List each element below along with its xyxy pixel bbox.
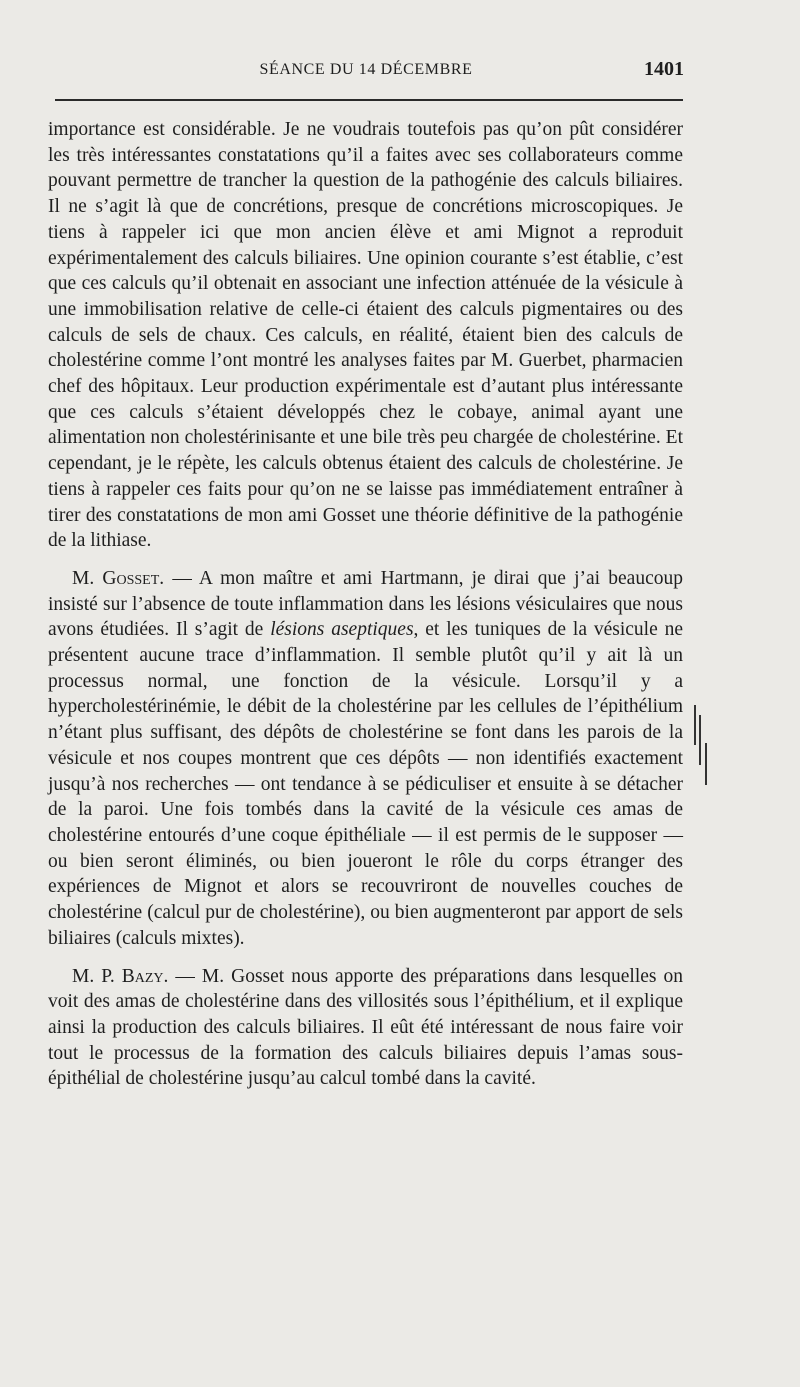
page-header xyxy=(48,58,684,86)
paragraph-gosset xyxy=(48,566,683,952)
paragraph-text: — A mon maître et ami Hartmann, je dirai que j’ai beaucoup insisté sur l’absence de toute inflammation dans les lésions vésiculaires que nous avons étudiées. Il s’agit de xyxy=(48,567,683,641)
speaker-name: M. Gosset. xyxy=(72,567,165,589)
paragraph-continuation xyxy=(48,117,683,554)
speaker-name: M. P. Bazy. xyxy=(72,965,169,987)
paragraph-text: importance est considérable. Je ne voudrais toutefois pas qu’on pût considérer les très intéressantes constatations qu’il a faites avec ses collaborateurs comme pouvant permettre de trancher la question de la pathogénie des calculs biliaires. Il ne s’agit là que de concrétions, presque de concrétions microscopiques. Je tiens à rappeler ici que mon ancien élève et ami Mignot a reproduit expérimentalement des calculs biliaires. Une opinion courante s’est établie, c’est que ces calculs qu’il obtenait en associant une infection atténuée de la vésicule à une immobilisation relative de celle-ci étaient des calculs pigmentaires ou des calculs de sels de chaux. Ces calculs, en réalité, étaient bien des calculs de cholestérine comme l’ont montré les analyses faites par M. Guerbet, pharmacien chef des hôpitaux. Leur production expérimentale est d’autant plus intéressante que ces calculs s’étaient développés chez le cobaye, animal ayant une alimentation non cholestérinisante et une bile très peu chargée de cholestérine. Et cependant, je le répète, les calculs obtenus étaient des calculs de cholestérine. Je tiens à rappeler ces faits pour qu’on ne se laisse pas immédiatement entraîner à tirer des constatations de mon ami Gosset une théorie définitive de la pathogénie de la lithiase. xyxy=(48,119,683,552)
paragraph-text: , et les tuniques de la vésicule ne présentent aucune trace d’inflammation. Il semble plutôt qu’il y ait là un processus normal, une fonction de la vésicule. Lorsqu’il y a hypercholestérinémie, le débit de la cholestérine par les cellules de l’épithélium n’étant plus suffisant, des dépôts de cholestérine se font dans les parois de la vésicule et nos coupes montrent que ces dépôts — non identifiés exactement jusqu’à nos recherches — ont tendance à se pédiculiser et ensuite à se détacher de la paroi. Une fois tombés dans la cavité de la vésicule ces amas de cholestérine entourés d’une coque épithéliale — il est permis de le supposer — ou bien seront éliminés, ou bien joueront le rôle du corps étranger des expériences de Mignot et alors se recouvriront de nouvelles couches de cholestérine (calcul pur de cholestérine), ou bien augmenteront par apport de sels biliaires (calculs mixtes). xyxy=(48,619,683,949)
italic-term: lésions aseptiques xyxy=(270,619,414,641)
paragraph-bazy xyxy=(48,964,683,1093)
header-rule xyxy=(55,99,683,101)
running-head: SÉANCE DU 14 DÉCEMBRE xyxy=(259,61,473,78)
body-text xyxy=(48,117,683,1092)
margin-bracket-mark xyxy=(690,705,712,785)
page-number: 1401 xyxy=(644,58,684,80)
paragraph-text: — M. Gosset nous apporte des préparations dans lesquelles on voit des amas de cholestérine dans des villosités sous l’épithélium, et il explique ainsi la production des calculs biliaires. Il eût été intéressant de nous faire voir tout le processus de la formation des calculs biliaires depuis l’amas sous-épithélial de cholestérine jusqu’au calcul tombé dans la cavité. xyxy=(48,965,683,1090)
